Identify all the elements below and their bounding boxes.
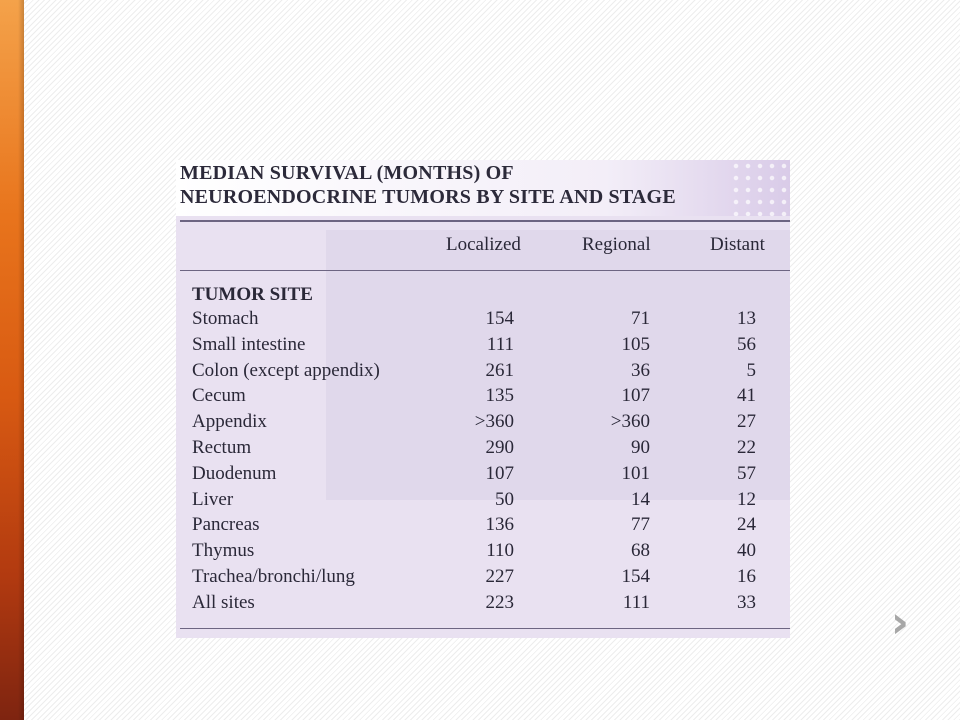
- column-header-localized: Localized: [446, 234, 521, 255]
- title-strip: [176, 160, 790, 216]
- cell-distant: 13: [737, 308, 756, 329]
- cell-distant: 27: [737, 411, 756, 433]
- cell-localized: 110: [486, 540, 514, 562]
- cell-distant: 5: [746, 359, 756, 381]
- table-row: [176, 308, 790, 334]
- table-top-rule: [180, 220, 790, 222]
- row-site-label: Duodenum: [192, 462, 277, 484]
- table-row: [176, 360, 790, 386]
- cell-regional: 90: [631, 437, 650, 458]
- row-site-label: Appendix: [192, 411, 267, 433]
- cell-localized: 227: [485, 566, 514, 587]
- table-bottom-rule: [180, 628, 790, 629]
- cell-localized: 135: [485, 385, 514, 407]
- table-row: [176, 437, 790, 463]
- cell-regional: 77: [631, 514, 650, 536]
- cell-distant: 24: [737, 514, 756, 536]
- column-header-regional: Regional: [582, 234, 651, 255]
- table-row: [176, 540, 790, 566]
- cell-localized: 154: [485, 308, 514, 329]
- cell-regional: 14: [631, 488, 650, 510]
- row-site-label: Cecum: [192, 385, 246, 407]
- cell-regional: 105: [621, 333, 650, 355]
- cell-localized: 136: [485, 514, 514, 536]
- table-row: [176, 592, 790, 618]
- survival-table-image: [176, 160, 790, 638]
- cell-regional: 107: [621, 385, 650, 407]
- cell-localized: 107: [485, 462, 514, 484]
- cell-distant: 33: [737, 591, 756, 613]
- table-row: [176, 463, 790, 489]
- cell-regional: 101: [621, 462, 650, 484]
- cell-localized: >360: [474, 411, 514, 433]
- table-title-line-2: NEUROENDOCRINE TUMORS BY SITE AND STAGE: [180, 186, 676, 208]
- row-site-label: All sites: [192, 591, 255, 613]
- table-row: [176, 514, 790, 540]
- decorative-dots: [730, 160, 790, 216]
- row-site-label: Small intestine: [192, 333, 306, 355]
- cell-distant: 40: [737, 540, 756, 562]
- table-row: [176, 334, 790, 360]
- table-row: [176, 489, 790, 515]
- cell-distant: 41: [737, 385, 756, 407]
- cell-distant: 16: [737, 566, 756, 587]
- cell-distant: 22: [737, 437, 756, 458]
- table-title-line-1: MEDIAN SURVIVAL (MONTHS) OF: [180, 162, 514, 184]
- cell-regional: 71: [631, 308, 650, 329]
- row-site-label: Rectum: [192, 437, 252, 458]
- cell-localized: 223: [485, 591, 514, 613]
- cell-distant: 12: [737, 488, 756, 510]
- column-header-distant: Distant: [710, 234, 765, 255]
- cell-regional: 111: [622, 591, 650, 613]
- table-row: [176, 385, 790, 411]
- cell-distant: 57: [737, 462, 756, 484]
- cell-localized: 111: [486, 333, 514, 355]
- row-site-label: Stomach: [192, 308, 259, 329]
- row-site-label: Thymus: [192, 540, 255, 562]
- cell-distant: 56: [737, 333, 756, 355]
- cell-localized: 290: [485, 437, 514, 458]
- header-rule: [180, 270, 790, 271]
- cell-regional: 36: [631, 359, 650, 381]
- row-site-label: Pancreas: [192, 514, 260, 536]
- table-row: [176, 411, 790, 437]
- cell-localized: 261: [485, 359, 514, 381]
- section-label-tumor-site: TUMOR SITE: [192, 284, 313, 305]
- row-site-label: Liver: [192, 488, 234, 510]
- table-row: [176, 566, 790, 592]
- row-site-label: Trachea/bronchi/lung: [192, 566, 355, 587]
- chevron-right-icon[interactable]: ›: [890, 597, 910, 648]
- side-bar-shadow: [18, 0, 24, 720]
- cell-regional: 154: [621, 566, 650, 587]
- row-site-label: Colon (except appendix): [192, 359, 380, 381]
- cell-regional: 68: [631, 540, 650, 562]
- cell-localized: 50: [495, 488, 514, 510]
- cell-regional: >360: [610, 411, 650, 433]
